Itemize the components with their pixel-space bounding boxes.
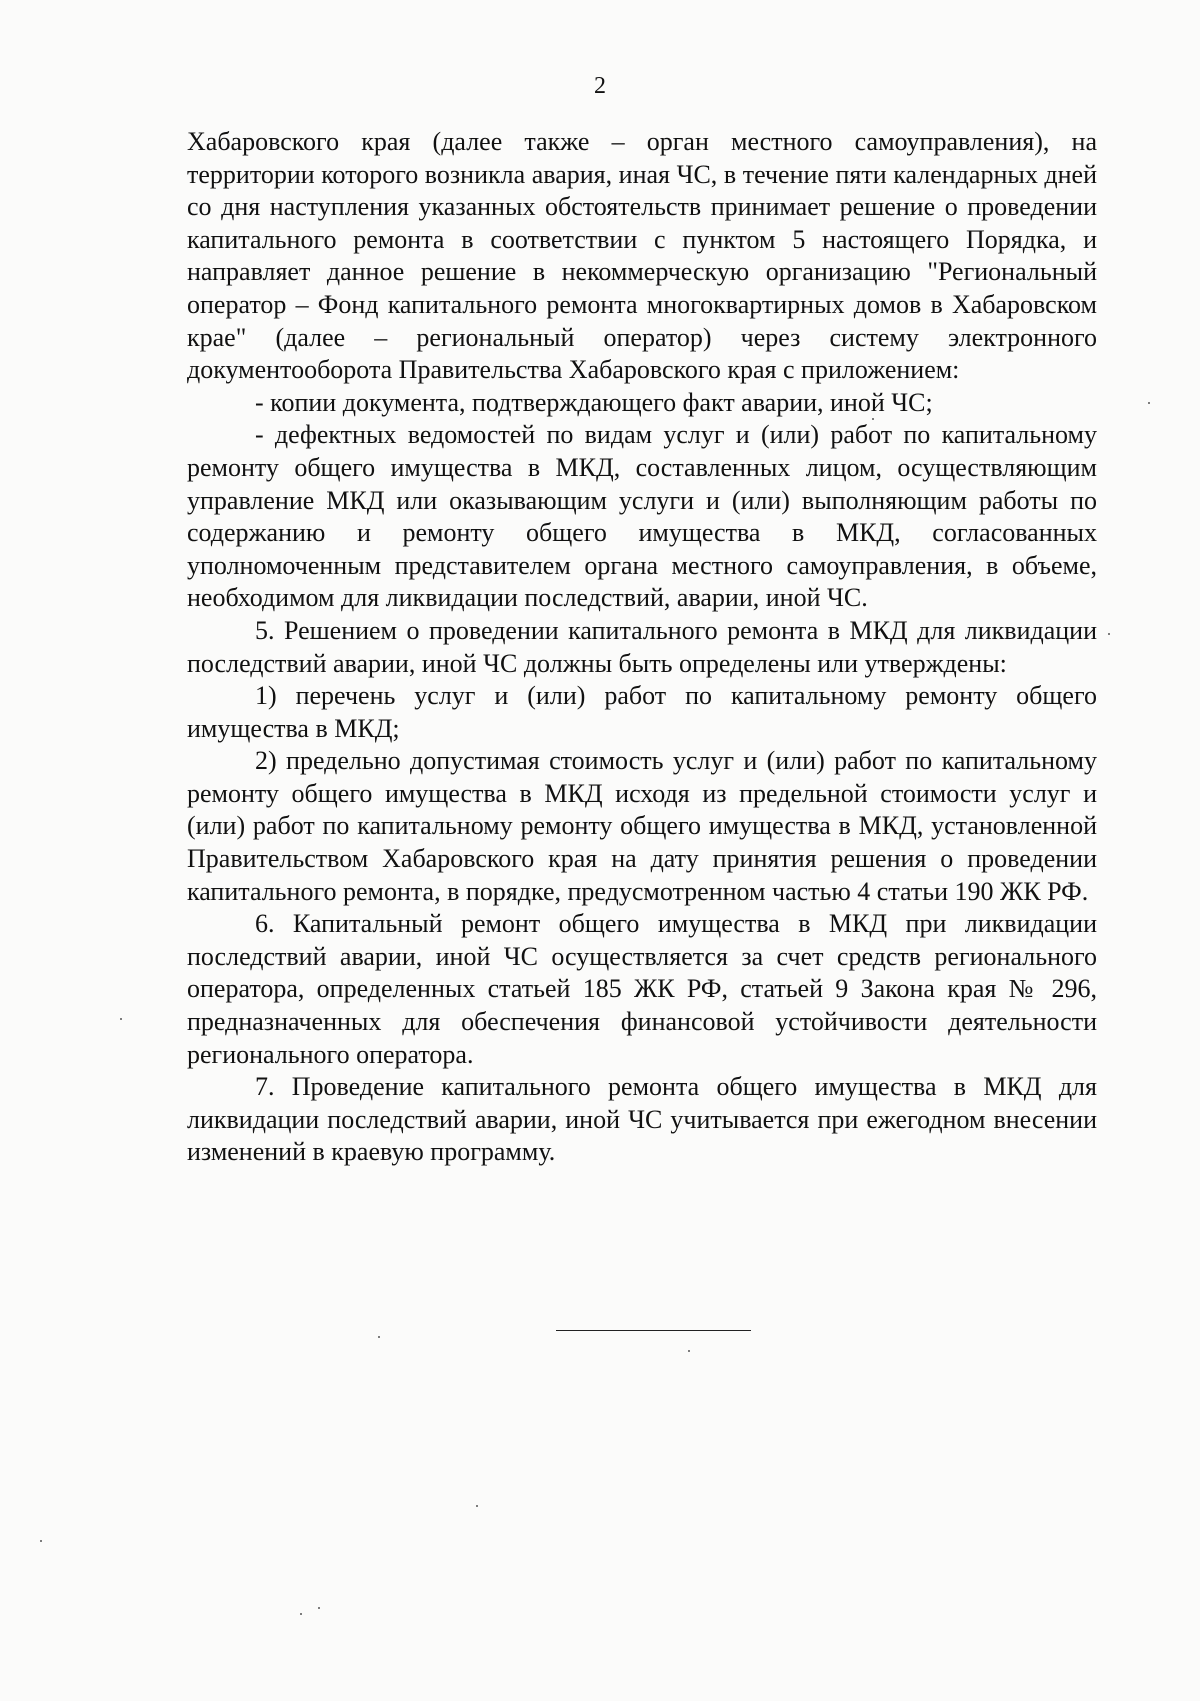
scan-speck (1108, 633, 1110, 635)
scan-speck (120, 1018, 122, 1020)
paragraph: 7. Проведение капитального ремонта общего имущества в МКД для ликвидации последствий аварии, иной ЧС учитывается при ежегодном внесении изменений в краевую программу. (187, 1072, 1097, 1167)
scan-speck (872, 418, 874, 420)
scan-speck (378, 1336, 380, 1338)
scan-speck (1148, 402, 1150, 404)
paragraph: 5. Решением о проведении капитального ремонта в МКД для ликвидации последствий аварии, иной ЧС должны быть определены или утверждены: (187, 615, 1097, 678)
document-body (187, 126, 1097, 1169)
list-item: - дефектных ведомостей по видам услуг и (или) работ по капитальному ремонту общего имущества в МКД, составленных лицом, осуществляющим управление МКД или оказывающим услуги и (или) выполняющим работы по содержанию и ремонту общего имущества в МКД, согласованных уполномоченным представителем органа местного самоуправления, в объеме, необходимом для ликвидации последствий, аварии, иной ЧС. (187, 420, 1097, 613)
end-separator-line (556, 1330, 751, 1331)
scan-speck (318, 1607, 320, 1609)
scan-speck (300, 1613, 302, 1615)
scan-speck (40, 1540, 42, 1542)
page-number: 2 (594, 73, 606, 99)
paragraph: Хабаровского края (далее также – орган местного самоуправления), на территории которого возникла авария, иная ЧС, в течение пяти календарных дней со дня наступления указанных обстоятельств принимает решение о проведении капитального ремонта в соответствии с пунктом 5 настоящего Порядка, и направляет данное решение в некоммерческую организацию "Региональный оператор – Фонд капитального ремонта многоквартирных домов в Хабаровском крае" (далее – региональный оператор) через систему электронного документооборота Правительства Хабаровского края с приложением: (187, 127, 1097, 385)
paragraph: 6. Капитальный ремонт общего имущества в МКД при ликвидации последствий аварии, иной ЧС осуществляется за счет средств регионального оператора, определенных статьей 185 ЖК РФ, статьей 9 Закона края № 296, предназначенных для обеспечения финансовой устойчивости деятельности регионального оператора. (187, 909, 1097, 1069)
list-item: 1) перечень услуг и (или) работ по капитальному ремонту общего имущества в МКД; (187, 681, 1097, 743)
list-item: 2) предельно допустимая стоимость услуг и (или) работ по капитальному ремонту общего имущества в МКД исходя из предельной стоимости услуг и (или) работ по капитальному ремонту общего имущества в МКД, установленной Правительством Хабаровского края на дату принятия решения о проведении капитального ремонта, в порядке, предусмотренном частью 4 статьи 190 ЖК РФ. (187, 746, 1097, 906)
list-item: - копии документа, подтверждающего факт аварии, иной ЧС; (255, 387, 933, 417)
scan-speck (476, 1505, 478, 1507)
scan-speck (688, 1350, 690, 1352)
